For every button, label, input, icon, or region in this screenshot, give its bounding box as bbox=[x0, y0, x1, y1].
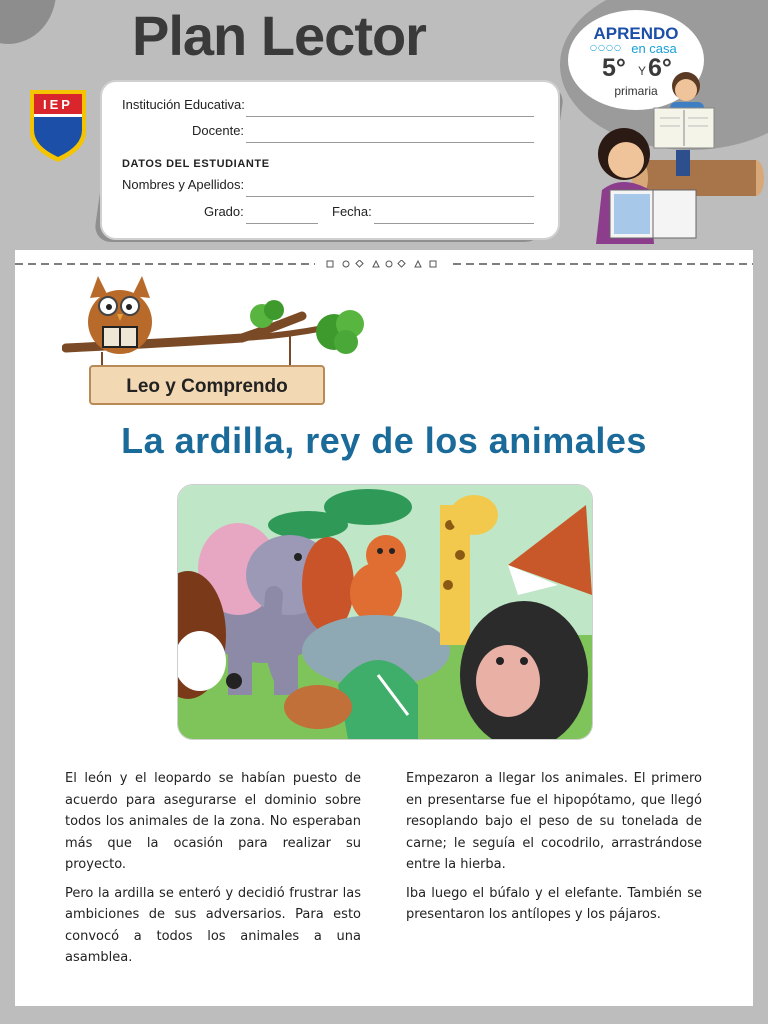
dashed-divider bbox=[15, 260, 753, 268]
page-title: Plan Lector bbox=[132, 4, 426, 67]
section-label: Leo y Comprendo bbox=[126, 376, 288, 397]
date-field[interactable] bbox=[374, 223, 534, 224]
grade-field[interactable] bbox=[246, 223, 318, 224]
kids-reading-illustration bbox=[578, 66, 768, 244]
paragraph: Pero la ardilla se enteró y decidió frustrar las ambiciones de sus adversarios. Para esto convocó a todos los animales a una asamblea. bbox=[65, 885, 361, 965]
teacher-label: Docente: bbox=[192, 123, 245, 138]
grade-six: 6° bbox=[648, 54, 672, 82]
paragraph: Empezaron a llegar los animales. El primero en presentarse fue el hipopótamo, que llegó resoplando bajo el peso de su tonelada de carne; le seguía el cocodrilo, arrastrándose entre la hierba. bbox=[406, 771, 702, 872]
left-column bbox=[65, 768, 361, 969]
section-banner bbox=[62, 272, 382, 412]
logo-text: IEP bbox=[43, 97, 73, 112]
brand-bottom: en casa bbox=[631, 41, 677, 56]
grade-conjunction: Y bbox=[638, 64, 647, 78]
animals-illustration bbox=[177, 484, 593, 740]
student-section-heading: DATOS DEL ESTUDIANTE bbox=[122, 158, 270, 170]
teacher-field[interactable] bbox=[246, 142, 534, 143]
names-label: Nombres y Apellidos: bbox=[122, 177, 245, 192]
right-column bbox=[406, 768, 702, 926]
institution-field[interactable] bbox=[246, 116, 534, 117]
institution-label: Institución Educativa: bbox=[122, 97, 245, 112]
level-label: primaria bbox=[614, 84, 658, 98]
student-form bbox=[100, 80, 560, 240]
brand-top: APRENDO bbox=[593, 24, 679, 43]
grade-five: 5° bbox=[602, 54, 626, 82]
date-label: Fecha: bbox=[332, 204, 372, 219]
grade-label: Grado: bbox=[204, 204, 244, 219]
dots-icon: ○○○○ bbox=[590, 43, 622, 52]
story-title: La ardilla, rey de los animales bbox=[121, 420, 647, 461]
paragraph: Iba luego el búfalo y el elefante. También se presentaron los antílopes y los pájaros. bbox=[406, 885, 702, 922]
owl-icon bbox=[88, 276, 152, 354]
school-logo bbox=[26, 86, 90, 164]
names-field[interactable] bbox=[246, 196, 534, 197]
paragraph: El león y el leopardo se habían puesto de acuerdo para asegurarse el dominio sobre todos los animales de la zona. No esperaban más que la ocasión para realizar su proyecto. bbox=[65, 771, 361, 872]
